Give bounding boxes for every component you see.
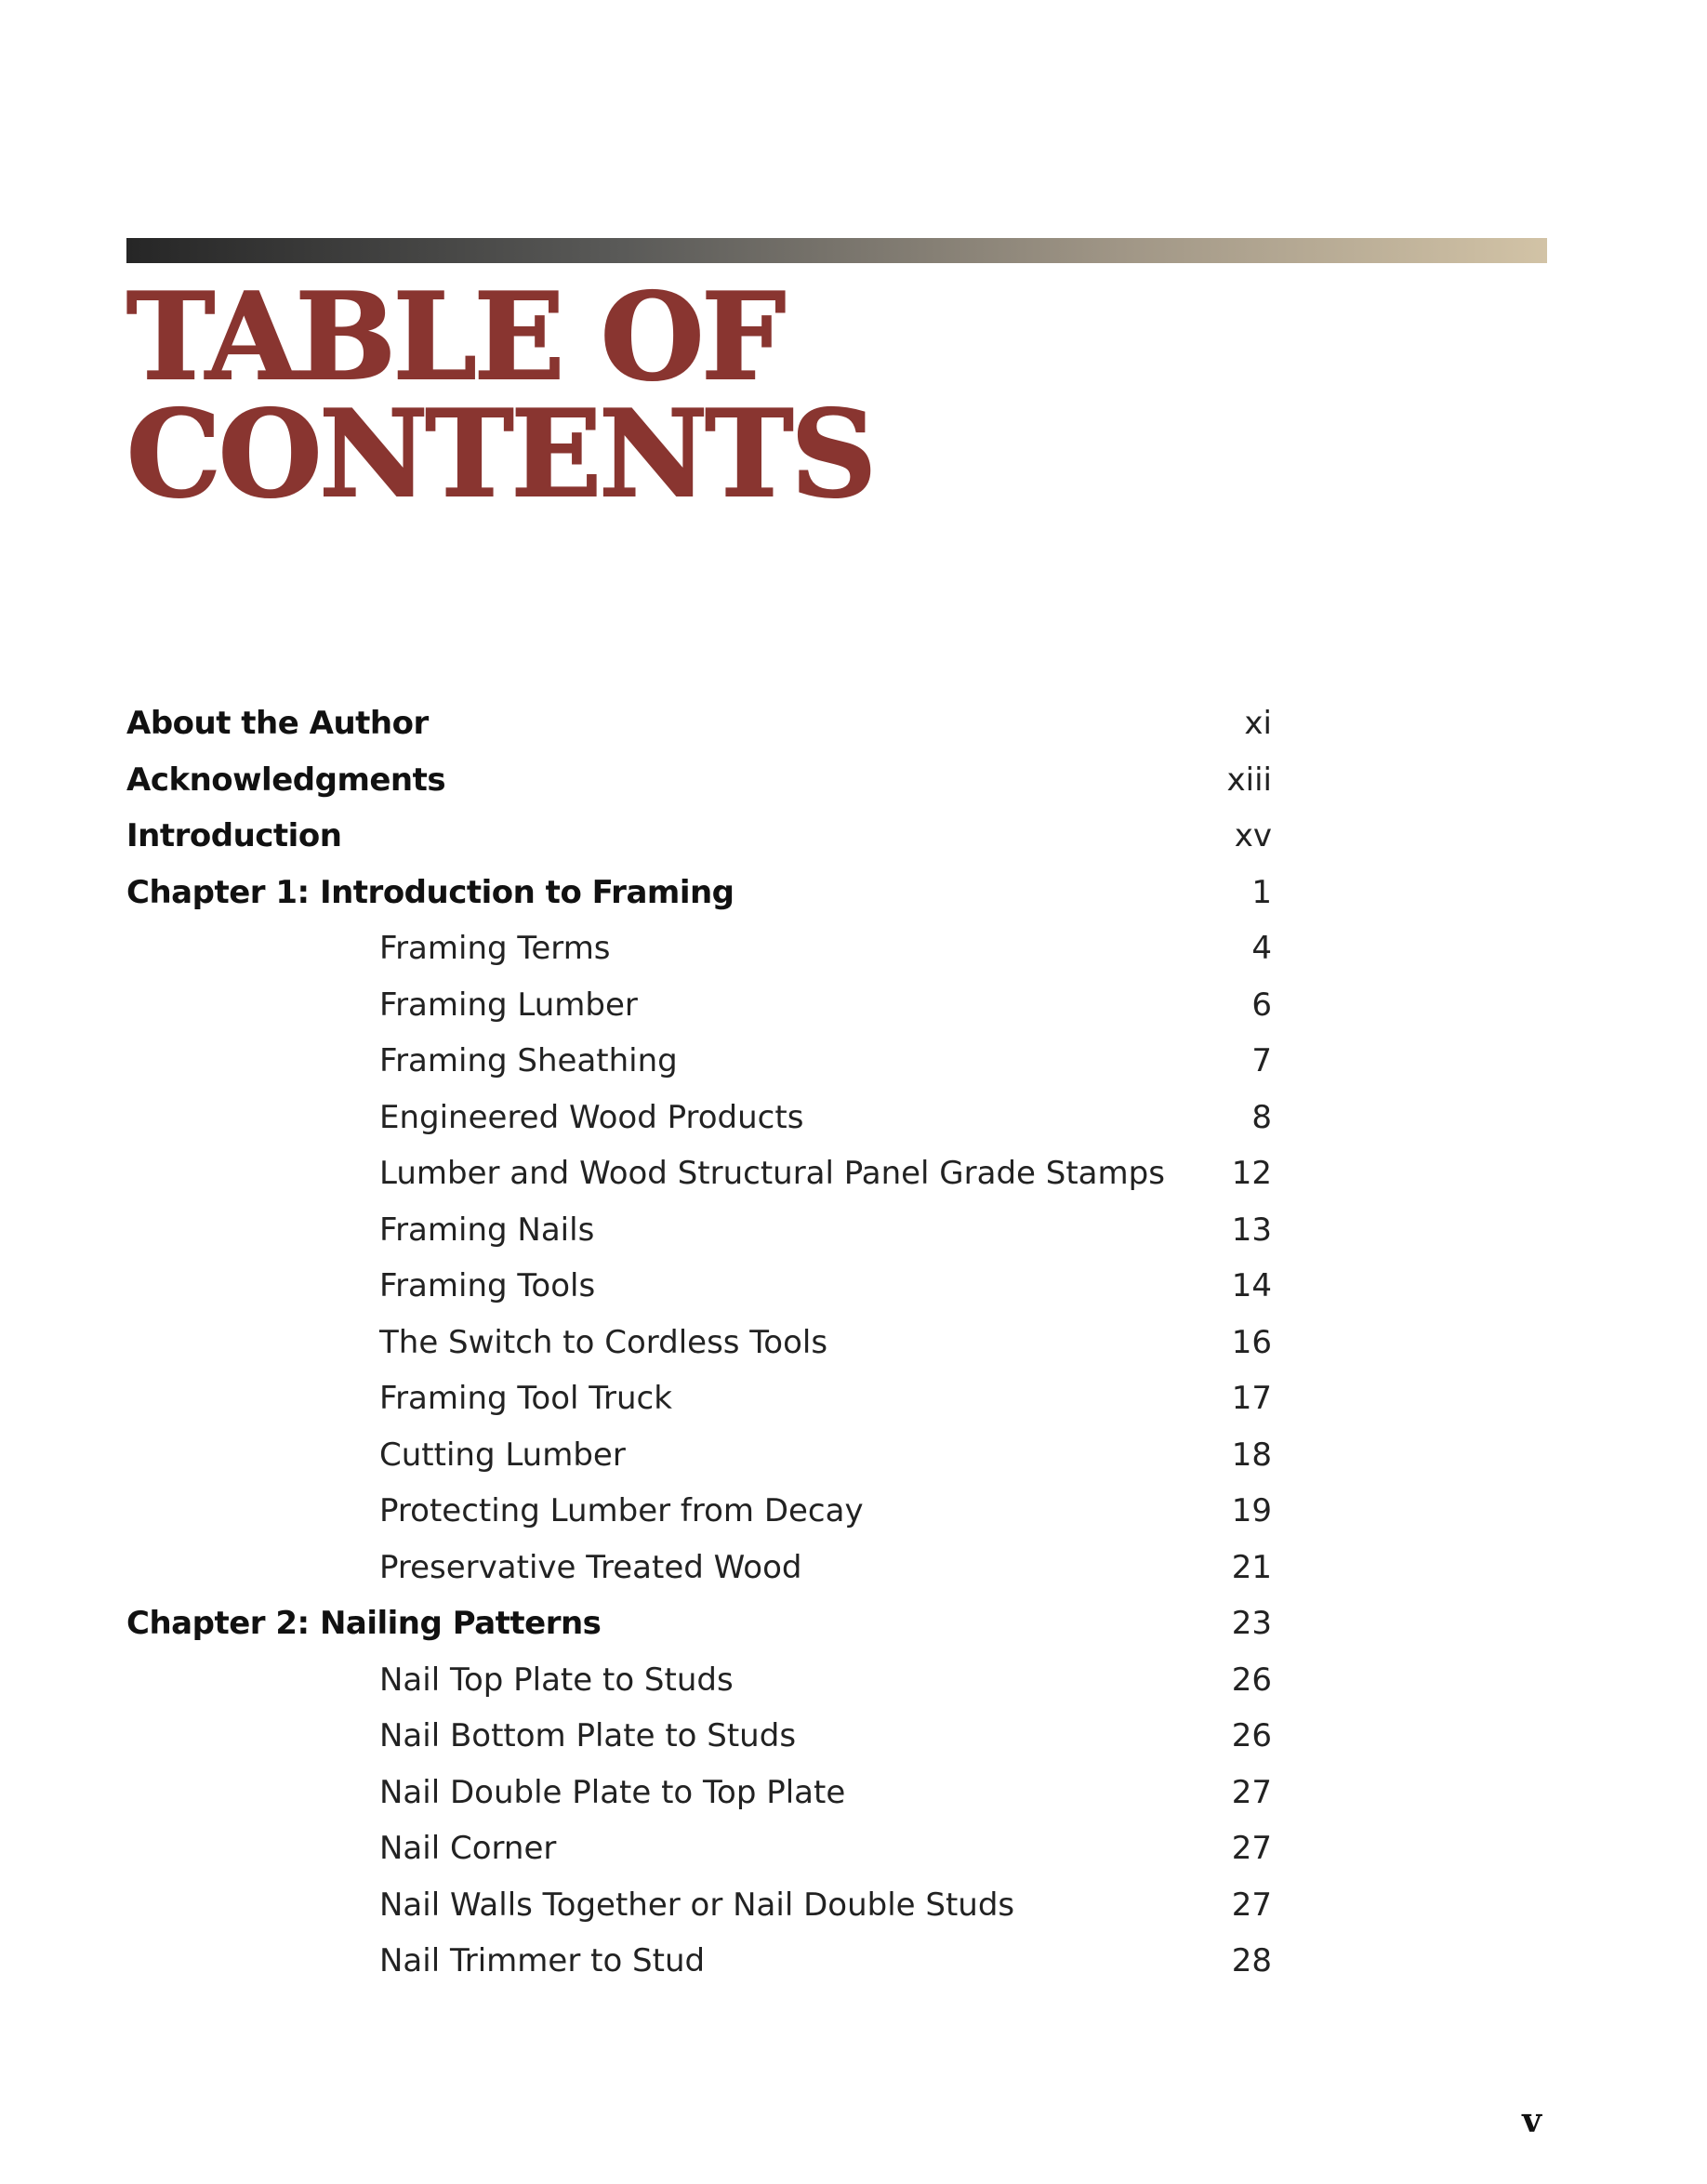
toc-entry-label: Acknowledgments <box>126 761 446 799</box>
toc-entry-page: 26 <box>1231 1661 1272 1699</box>
toc-subentry[interactable] <box>126 1877 1272 1934</box>
toc-subentry[interactable] <box>126 1145 1272 1202</box>
table-of-contents <box>126 695 1272 1990</box>
toc-entry-label: Nail Bottom Plate to Studs <box>379 1717 797 1754</box>
toc-entry-label: About the Author <box>126 705 429 742</box>
toc-subentry[interactable] <box>126 1202 1272 1259</box>
toc-entry-label: Protecting Lumber from Decay <box>379 1492 864 1529</box>
toc-entry-page: 14 <box>1231 1267 1272 1304</box>
toc-entry-label: Preservative Treated Wood <box>379 1548 802 1586</box>
toc-entry-label: Nail Top Plate to Studs <box>379 1661 734 1699</box>
toc-subentry[interactable] <box>126 1933 1272 1990</box>
toc-entry-page: 8 <box>1251 1098 1272 1136</box>
toc-entry-label: Framing Nails <box>379 1211 595 1249</box>
toc-entry-page: 27 <box>1231 1886 1272 1924</box>
toc-entry-label: Chapter 1: Introduction to Framing <box>126 873 734 911</box>
toc-entry-page: 19 <box>1231 1492 1272 1529</box>
toc-entry-page: 16 <box>1231 1323 1272 1361</box>
toc-entry-label: Framing Lumber <box>379 986 638 1024</box>
toc-entry-page: 12 <box>1231 1155 1272 1192</box>
toc-entry-label: The Switch to Cordless Tools <box>379 1323 828 1361</box>
toc-entry-page: 27 <box>1231 1773 1272 1811</box>
toc-entry[interactable] <box>126 808 1272 865</box>
toc-subentry[interactable] <box>126 1652 1272 1709</box>
toc-entry-page: 17 <box>1231 1380 1272 1417</box>
toc-subentry[interactable] <box>126 1370 1272 1427</box>
toc-entry-page: 6 <box>1251 986 1272 1024</box>
toc-entry-label: Nail Double Plate to Top Plate <box>379 1773 846 1811</box>
toc-entry-label: Nail Trimmer to Stud <box>379 1942 706 1979</box>
toc-entry-label: Lumber and Wood Structural Panel Grade Stamps <box>379 1155 1165 1192</box>
toc-entry-label: Introduction <box>126 817 342 854</box>
toc-entry-label: Framing Sheathing <box>379 1042 678 1079</box>
toc-subentry[interactable] <box>126 1540 1272 1596</box>
toc-entry[interactable] <box>126 752 1272 809</box>
toc-entry-label: Engineered Wood Products <box>379 1098 804 1136</box>
toc-entry-page: 13 <box>1231 1211 1272 1249</box>
toc-chapter-entry[interactable] <box>126 1595 1272 1652</box>
toc-subentry[interactable] <box>126 977 1272 1034</box>
toc-subentry[interactable] <box>126 1820 1272 1877</box>
toc-subentry[interactable] <box>126 1483 1272 1540</box>
toc-entry[interactable] <box>126 695 1272 752</box>
toc-entry-label: Cutting Lumber <box>379 1436 626 1474</box>
toc-entry-page: 26 <box>1231 1717 1272 1754</box>
toc-entry-page: 28 <box>1231 1942 1272 1979</box>
toc-entry-label: Framing Tool Truck <box>379 1380 672 1417</box>
toc-entry-label: Chapter 2: Nailing Patterns <box>126 1605 602 1642</box>
page-number: v <box>1522 2101 1542 2140</box>
toc-subentry[interactable] <box>126 1427 1272 1484</box>
toc-entry-page: 4 <box>1251 930 1272 967</box>
toc-subentry[interactable] <box>126 1258 1272 1315</box>
toc-entry-label: Nail Corner <box>379 1830 557 1867</box>
toc-entry-page: 23 <box>1231 1605 1272 1642</box>
toc-entry-page: xv <box>1234 817 1272 854</box>
toc-entry-page: 1 <box>1251 873 1272 911</box>
toc-subentry[interactable] <box>126 1315 1272 1371</box>
toc-chapter-entry[interactable] <box>126 865 1272 921</box>
toc-entry-page: 7 <box>1251 1042 1272 1079</box>
toc-entry-page: xiii <box>1226 761 1272 799</box>
page-title-line-2: CONTENTS <box>126 385 874 524</box>
header-gradient-bar <box>126 238 1547 263</box>
toc-entry-page: 18 <box>1231 1436 1272 1474</box>
toc-subentry[interactable] <box>126 1090 1272 1146</box>
toc-entry-page: 21 <box>1231 1548 1272 1586</box>
toc-subentry[interactable] <box>126 1033 1272 1090</box>
page-title <box>126 268 874 524</box>
toc-entry-page: xi <box>1244 705 1272 742</box>
toc-subentry[interactable] <box>126 1765 1272 1821</box>
toc-subentry[interactable] <box>126 1708 1272 1765</box>
page-title-line-1: TABLE OF <box>126 268 784 407</box>
toc-entry-page: 27 <box>1231 1830 1272 1867</box>
toc-entry-label: Framing Terms <box>379 930 611 967</box>
toc-entry-label: Framing Tools <box>379 1267 596 1304</box>
toc-subentry[interactable] <box>126 920 1272 977</box>
toc-entry-label: Nail Walls Together or Nail Double Studs <box>379 1886 1015 1924</box>
